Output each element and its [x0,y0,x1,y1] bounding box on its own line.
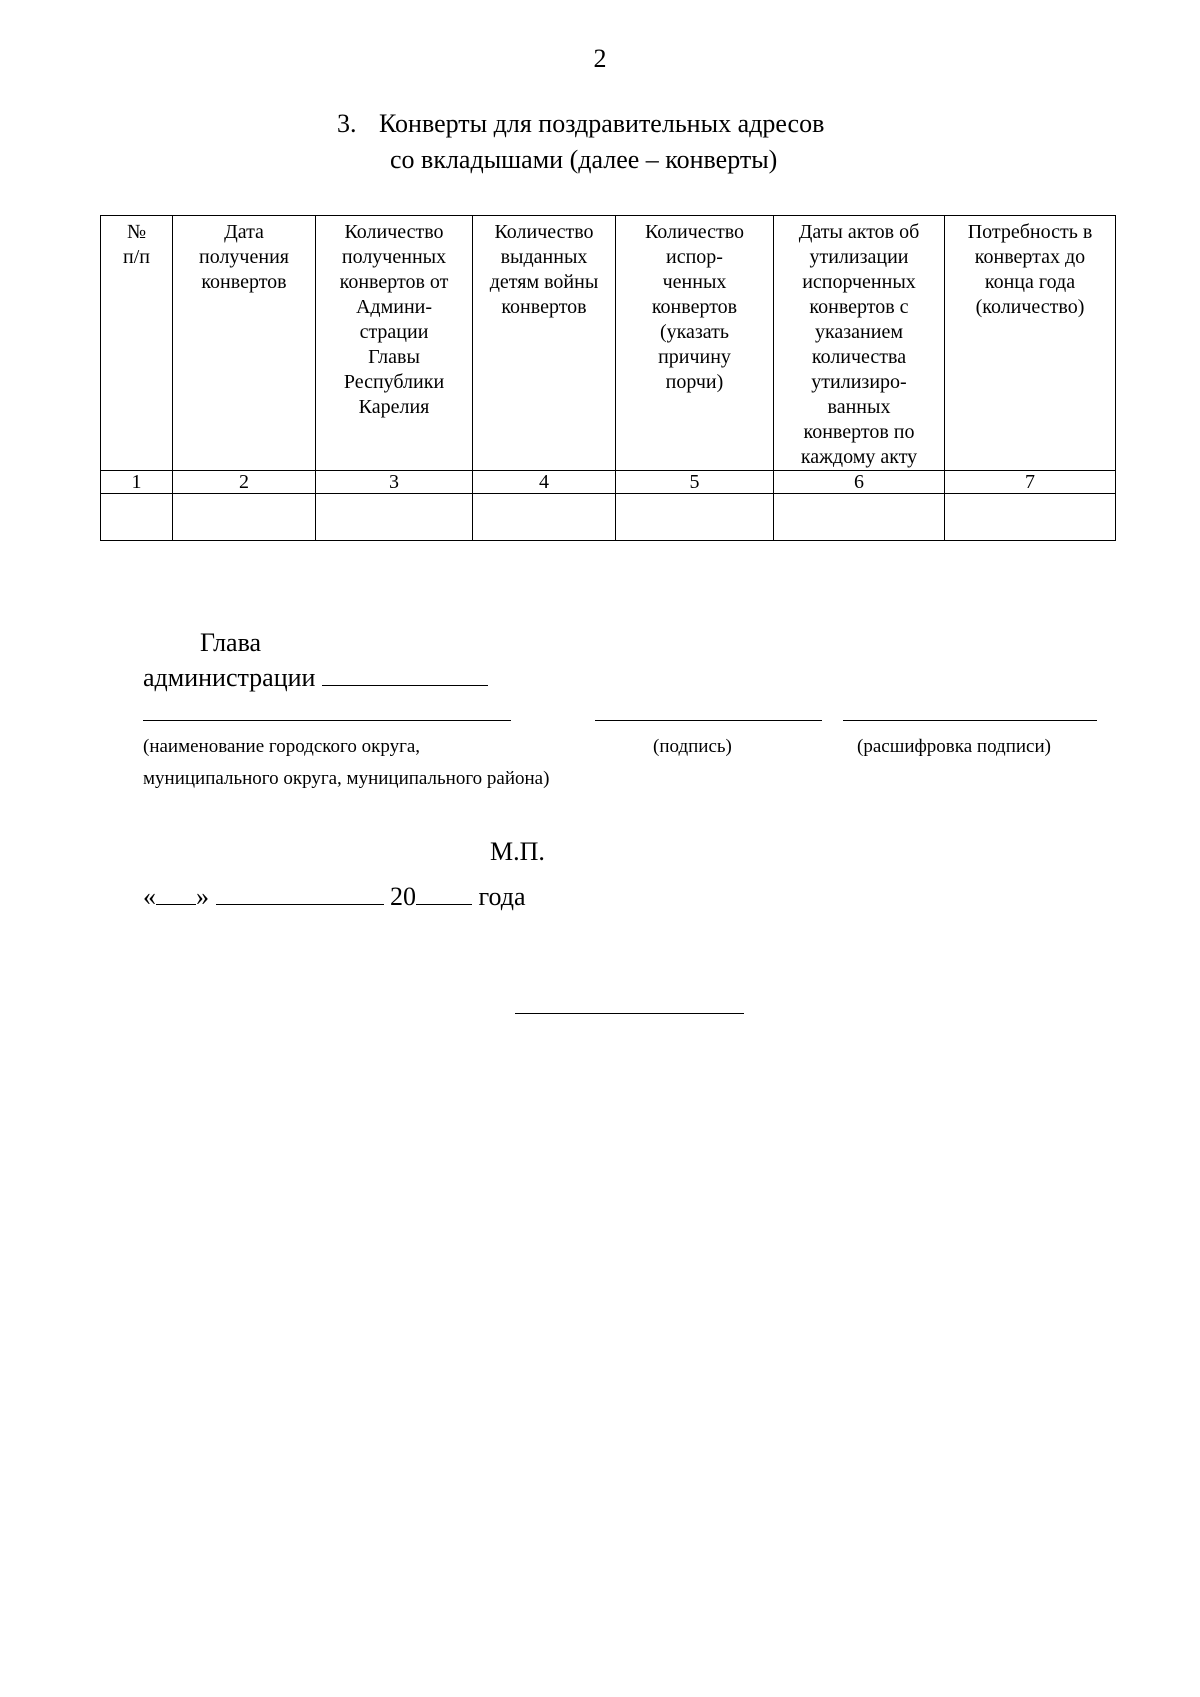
table-index-cell: 5 [616,471,774,494]
table-index-row [101,471,1116,494]
table-cell[interactable] [101,494,173,541]
table-header-cell: Количество полученных конвертов от Админи- страции Главы Республики Карелия [316,216,473,471]
seal-mark: М.П. [490,837,545,866]
page-number: 2 [593,44,607,73]
date-year-prefix: 20 [390,882,416,911]
table-header-cell: Количество испор- ченных конвертов (указать причину порчи) [616,216,774,471]
section-heading-line2: со вкладышами (далее – конверты) [390,145,778,174]
table-cell[interactable] [616,494,774,541]
table-header-cell: Количество выданных детям войны конвертов [473,216,616,471]
table-cell[interactable] [316,494,473,541]
signature-line[interactable] [595,720,822,721]
date-month-blank[interactable] [216,880,384,905]
head-label: Глава [200,628,262,657]
section-number: 3. [337,109,357,138]
table-index-cell: 7 [945,471,1116,494]
signature-decode-line[interactable] [843,720,1097,721]
table-cell[interactable] [173,494,316,541]
table-index-cell: 6 [774,471,945,494]
admin-label: администрации [143,663,316,692]
section-title: Конверты для поздравительных адресов [379,109,825,138]
caption-signature: (подпись) [653,736,732,757]
table-cell[interactable] [945,494,1116,541]
admin-name-blank[interactable] [322,661,488,686]
table-header-cell: Потребность в конвертах до конца года (количество) [945,216,1116,471]
org-name-line[interactable] [143,720,511,721]
table-header-row [101,216,1116,471]
date-close-quote: » [196,882,209,911]
table-row [101,494,1116,541]
date-day-blank[interactable] [156,880,196,905]
date-year-blank[interactable] [416,880,472,905]
table-index-cell: 3 [316,471,473,494]
date-open-quote: « [143,882,156,911]
table-header-cell: № п/п [101,216,173,471]
table-index-cell: 1 [101,471,173,494]
table-cell[interactable] [774,494,945,541]
table-header-cell: Дата получения конвертов [173,216,316,471]
caption-org-line2: муниципального округа, муниципального района) [143,768,550,789]
table-header-cell: Даты актов об утилизации испорченных конвертов с указанием количества утилизиро- ванных конвертов по каждому акту [774,216,945,471]
table-index-cell: 2 [173,471,316,494]
table-index-cell: 4 [473,471,616,494]
admin-label-row [143,661,488,693]
section-heading-line1 [337,108,824,140]
date-suffix: года [478,882,526,911]
caption-signature-decode: (расшифровка подписи) [857,736,1051,757]
closing-separator-line [515,1013,744,1014]
caption-org-line1: (наименование городского округа, [143,736,421,757]
table-cell[interactable] [473,494,616,541]
date-row [143,880,526,912]
envelopes-table [100,215,1116,541]
